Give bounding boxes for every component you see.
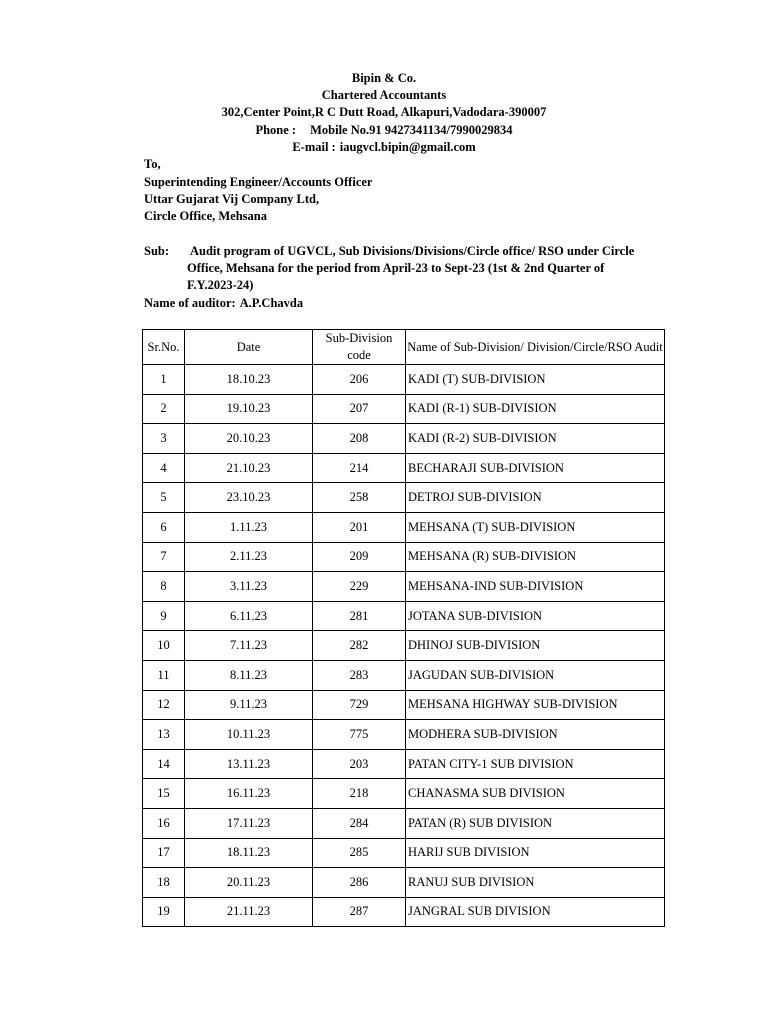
cell-date: 23.10.23 bbox=[185, 483, 313, 513]
cell-date: 10.11.23 bbox=[185, 720, 313, 750]
cell-sub-division-code: 206 bbox=[313, 365, 406, 395]
addressee-line-1: Superintending Engineer/Accounts Officer bbox=[144, 175, 373, 189]
table-row bbox=[143, 365, 665, 395]
cell-unit-name: KADI (R-2) SUB-DIVISION bbox=[406, 424, 665, 454]
table-row bbox=[143, 749, 665, 779]
cell-unit-name: CHANASMA SUB DIVISION bbox=[406, 779, 665, 809]
firm-name: Bipin & Co. bbox=[351, 71, 417, 85]
table-header-row bbox=[143, 330, 665, 365]
cell-sub-division-code: 286 bbox=[313, 868, 406, 898]
cell-unit-name: JANGRAL SUB DIVISION bbox=[406, 897, 665, 927]
cell-sr-no: 14 bbox=[143, 749, 185, 779]
table-row bbox=[143, 808, 665, 838]
cell-sub-division-code: 285 bbox=[313, 838, 406, 868]
cell-sr-no: 11 bbox=[143, 660, 185, 690]
cell-unit-name: RANUJ SUB DIVISION bbox=[406, 868, 665, 898]
cell-sub-division-code: 284 bbox=[313, 808, 406, 838]
table-row bbox=[143, 868, 665, 898]
table-row bbox=[143, 394, 665, 424]
header-date: Date bbox=[185, 330, 313, 365]
cell-date: 19.10.23 bbox=[185, 394, 313, 424]
table-row bbox=[143, 897, 665, 927]
cell-date: 18.11.23 bbox=[185, 838, 313, 868]
firm-email bbox=[0, 139, 768, 156]
cell-sr-no: 13 bbox=[143, 720, 185, 750]
auditor-name: A.P.Chavda bbox=[239, 296, 304, 310]
cell-sub-division-code: 229 bbox=[313, 572, 406, 602]
subject-label: Sub: bbox=[144, 244, 170, 258]
cell-unit-name: MEHSANA (R) SUB-DIVISION bbox=[406, 542, 665, 572]
cell-date: 21.10.23 bbox=[185, 453, 313, 483]
cell-unit-name: MEHSANA-IND SUB-DIVISION bbox=[406, 572, 665, 602]
cell-date: 3.11.23 bbox=[185, 572, 313, 602]
firm-phone bbox=[0, 122, 768, 139]
cell-sub-division-code: 218 bbox=[313, 779, 406, 809]
cell-sub-division-code: 729 bbox=[313, 690, 406, 720]
cell-sr-no: 12 bbox=[143, 690, 185, 720]
cell-unit-name: BECHARAJI SUB-DIVISION bbox=[406, 453, 665, 483]
cell-date: 1.11.23 bbox=[185, 512, 313, 542]
cell-sr-no: 5 bbox=[143, 483, 185, 513]
cell-sr-no: 4 bbox=[143, 453, 185, 483]
cell-sub-division-code: 214 bbox=[313, 453, 406, 483]
cell-sub-division-code: 282 bbox=[313, 631, 406, 661]
cell-sub-division-code: 258 bbox=[313, 483, 406, 513]
table-row bbox=[143, 572, 665, 602]
table-row bbox=[143, 660, 665, 690]
cell-unit-name: MODHERA SUB-DIVISION bbox=[406, 720, 665, 750]
cell-date: 13.11.23 bbox=[185, 749, 313, 779]
table-row bbox=[143, 453, 665, 483]
audit-schedule-table bbox=[142, 329, 665, 927]
cell-sr-no: 1 bbox=[143, 365, 185, 395]
subject-text: Audit program of UGVCL, Sub Divisions/Divisions/Circle office/ RSO under Circle Office, Mehsana for the period from April-23 to Sept-23 (1st & 2nd Quarter of F.Y.2023-24) bbox=[187, 244, 635, 292]
firm-address: 302,Center Point,R C Dutt Road, Alkapuri,Vadodara-390007 bbox=[221, 105, 547, 119]
table-row bbox=[143, 483, 665, 513]
table-row bbox=[143, 542, 665, 572]
table-row bbox=[143, 512, 665, 542]
cell-date: 20.11.23 bbox=[185, 868, 313, 898]
header-name-of-unit: Name of Sub-Division/ Division/Circle/RSO Audit bbox=[406, 330, 665, 365]
cell-sub-division-code: 283 bbox=[313, 660, 406, 690]
cell-sr-no: 19 bbox=[143, 897, 185, 927]
cell-date: 9.11.23 bbox=[185, 690, 313, 720]
cell-sr-no: 8 bbox=[143, 572, 185, 602]
cell-unit-name: DHINOJ SUB-DIVISION bbox=[406, 631, 665, 661]
cell-sub-division-code: 203 bbox=[313, 749, 406, 779]
cell-sub-division-code: 207 bbox=[313, 394, 406, 424]
auditor-label: Name of auditor: bbox=[144, 296, 236, 310]
cell-date: 17.11.23 bbox=[185, 808, 313, 838]
cell-date: 20.10.23 bbox=[185, 424, 313, 454]
cell-unit-name: PATAN CITY-1 SUB DIVISION bbox=[406, 749, 665, 779]
table-row bbox=[143, 424, 665, 454]
cell-date: 16.11.23 bbox=[185, 779, 313, 809]
cell-sub-division-code: 775 bbox=[313, 720, 406, 750]
cell-unit-name: KADI (R-1) SUB-DIVISION bbox=[406, 394, 665, 424]
addressee-line-3: Circle Office, Mehsana bbox=[144, 209, 267, 223]
cell-unit-name: JOTANA SUB-DIVISION bbox=[406, 601, 665, 631]
cell-sub-division-code: 201 bbox=[313, 512, 406, 542]
cell-date: 18.10.23 bbox=[185, 365, 313, 395]
cell-unit-name: DETROJ SUB-DIVISION bbox=[406, 483, 665, 513]
cell-sr-no: 15 bbox=[143, 779, 185, 809]
cell-date: 6.11.23 bbox=[185, 601, 313, 631]
table-row bbox=[143, 690, 665, 720]
table-row bbox=[143, 779, 665, 809]
table-row bbox=[143, 838, 665, 868]
cell-sub-division-code: 209 bbox=[313, 542, 406, 572]
cell-date: 8.11.23 bbox=[185, 660, 313, 690]
firm-designation: Chartered Accountants bbox=[321, 88, 447, 102]
phone-label: Phone : bbox=[255, 123, 297, 137]
table-row bbox=[143, 631, 665, 661]
cell-sr-no: 9 bbox=[143, 601, 185, 631]
header-sr-no: Sr.No. bbox=[143, 330, 185, 365]
cell-unit-name: KADI (T) SUB-DIVISION bbox=[406, 365, 665, 395]
auditor-line bbox=[144, 295, 303, 312]
table-row bbox=[143, 720, 665, 750]
cell-sr-no: 16 bbox=[143, 808, 185, 838]
cell-unit-name: HARIJ SUB DIVISION bbox=[406, 838, 665, 868]
cell-sr-no: 10 bbox=[143, 631, 185, 661]
header-sub-division-code: Sub-Division code bbox=[313, 330, 406, 365]
addressee-line-2: Uttar Gujarat Vij Company Ltd, bbox=[144, 192, 320, 206]
cell-date: 7.11.23 bbox=[185, 631, 313, 661]
cell-sr-no: 17 bbox=[143, 838, 185, 868]
cell-sr-no: 6 bbox=[143, 512, 185, 542]
cell-unit-name: MEHSANA (T) SUB-DIVISION bbox=[406, 512, 665, 542]
cell-sr-no: 2 bbox=[143, 394, 185, 424]
cell-sub-division-code: 281 bbox=[313, 601, 406, 631]
addressee-to: To, bbox=[144, 157, 161, 171]
cell-date: 21.11.23 bbox=[185, 897, 313, 927]
email-label: E-mail : bbox=[292, 140, 336, 154]
cell-sr-no: 7 bbox=[143, 542, 185, 572]
table-row bbox=[143, 601, 665, 631]
cell-unit-name: MEHSANA HIGHWAY SUB-DIVISION bbox=[406, 690, 665, 720]
cell-sr-no: 3 bbox=[143, 424, 185, 454]
cell-sr-no: 18 bbox=[143, 868, 185, 898]
cell-sub-division-code: 208 bbox=[313, 424, 406, 454]
email-value: iaugvcl.bipin@gmail.com bbox=[339, 140, 476, 154]
cell-date: 2.11.23 bbox=[185, 542, 313, 572]
cell-unit-name: JAGUDAN SUB-DIVISION bbox=[406, 660, 665, 690]
cell-unit-name: PATAN (R) SUB DIVISION bbox=[406, 808, 665, 838]
cell-sub-division-code: 287 bbox=[313, 897, 406, 927]
phone-value: Mobile No.91 9427341134/7990029834 bbox=[310, 123, 513, 137]
